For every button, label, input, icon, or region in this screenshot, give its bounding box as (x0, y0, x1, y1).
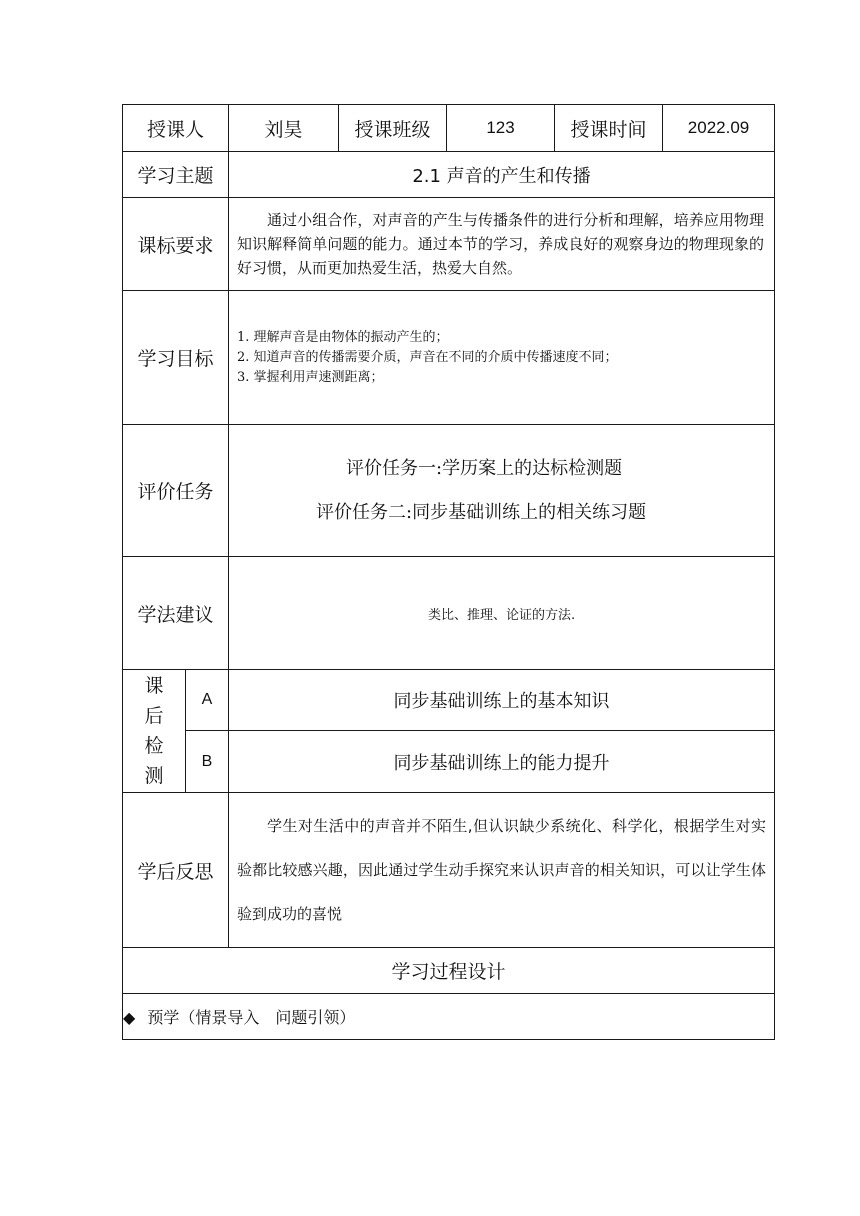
objective-item: 3. 掌握利用声速测距离； (237, 369, 384, 385)
standard-text: 通过小组合作，对声音的产生与传播条件的进行分析和理解，培养应用物理知识解释简单问题的能力。通过本节的学习，养成良好的观察身边的物理现象的好习惯，从而更加热爱生活，热爱大自然。 (237, 211, 765, 277)
post-test-b-text: 同步基础训练上的能力提升 (229, 731, 775, 793)
objectives-list (229, 328, 774, 388)
topic-row (123, 152, 775, 198)
process-heading: 学习过程设计 (123, 948, 775, 994)
header-row (123, 105, 775, 152)
time-label: 授课时间 (555, 105, 663, 152)
teacher-label: 授课人 (123, 105, 229, 152)
evaluation-row (123, 425, 775, 557)
class-label: 授课班级 (339, 105, 447, 152)
standard-row (123, 198, 775, 291)
objectives-row (123, 291, 775, 425)
post-test-row-a (123, 670, 775, 731)
method-row (123, 557, 775, 670)
preview-row (123, 994, 775, 1040)
reflection-row (123, 793, 775, 948)
time-value: 2022.09 (663, 105, 775, 152)
diamond-bullet-icon: ◆ (123, 1008, 136, 1027)
teacher-value: 刘昊 (229, 105, 339, 152)
topic-value: 2.1 声音的产生和传播 (229, 152, 775, 198)
post-test-a-text: 同步基础训练上的基本知识 (229, 670, 775, 731)
evaluation-task-1: 评价任务一:学历案上的达标检测题 (346, 457, 623, 479)
objective-item: 1. 理解声音是由物体的振动产生的； (237, 329, 449, 345)
topic-label: 学习主题 (123, 152, 229, 198)
method-label: 学法建议 (123, 557, 229, 670)
process-heading-row (123, 948, 775, 994)
post-test-row-b (123, 731, 775, 793)
evaluation-label: 评价任务 (123, 425, 229, 557)
reflection-text: 学生对生活中的声音并不陌生,但认识缺少系统化、科学化，根据学生对实验都比较感兴趣，因此通过学生动手探究来认识声音的相关知识，可以让学生体验到成功的喜悦 (237, 817, 767, 923)
post-test-label: 课 后 检 测 (123, 670, 186, 793)
method-text: 类比、推理、论证的方法. (229, 557, 775, 670)
lesson-plan-table (122, 104, 775, 1040)
post-test-a-label: A (186, 670, 229, 731)
preview-text: 预学（情景导入 问题引领） (147, 1008, 356, 1027)
objective-item: 2. 知道声音的传播需要介质，声音在不同的介质中传播速度不同； (237, 349, 618, 365)
class-value: 123 (447, 105, 555, 152)
reflection-label: 学后反思 (123, 793, 229, 948)
evaluation-task-2: 评价任务二:同步基础训练上的相关练习题 (316, 501, 647, 523)
post-test-b-label: B (186, 731, 229, 793)
objectives-label: 学习目标 (123, 291, 229, 425)
standard-label: 课标要求 (123, 198, 229, 291)
